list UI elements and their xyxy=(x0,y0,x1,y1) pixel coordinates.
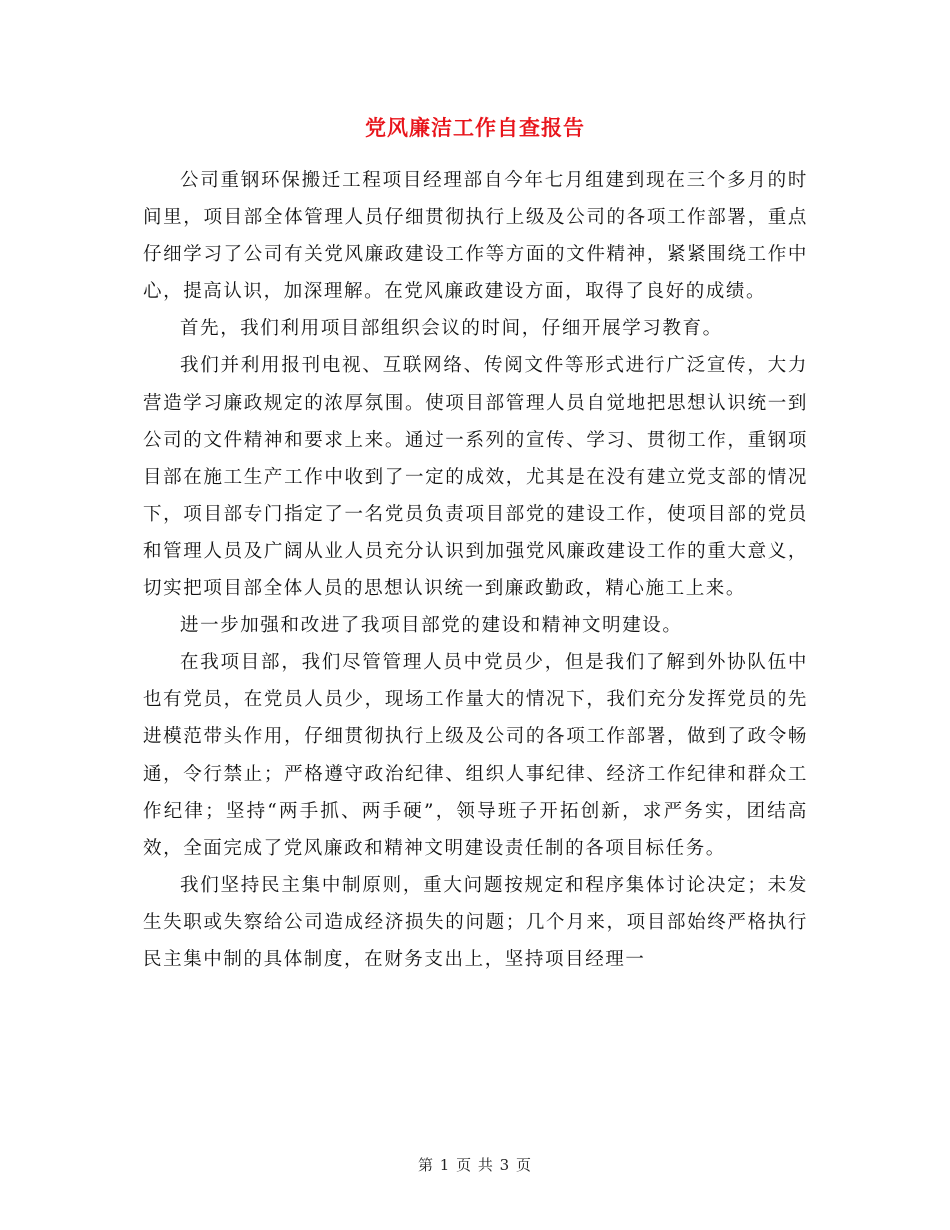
paragraph: 首先，我们利用项目部组织会议的时间，仔细开展学习教育。 xyxy=(180,318,723,340)
page-number-footer: 第 1 页 共 3 页 xyxy=(418,1156,532,1174)
paragraph: 我们坚持民主集中制原则，重大问题按规定和程序集体讨论决定；未发生失职或失察给公司造成经济损失的问题；几个月来，项目部始终严格执行民主集中制的具体制度，在财务支出上，坚持项目经理一 xyxy=(143,874,808,970)
document-body xyxy=(143,162,808,978)
paragraph: 我们并利用报刊电视、互联网络、传阅文件等形式进行广泛宣传，大力营造学习廉政规定的浓厚氛围。使项目部管理人员自觉地把思想认识统一到公司的文件精神和要求上来。通过一系列的宣传、学习、贯彻工作，重钢项目部在施工生产工作中收到了一定的成效，尤其是在没有建立党支部的情况下，项目部专门指定了一名党员负责项目部党的建设工作，使项目部的党员和管理人员及广阔从业人员充分认识到加强党风廉政建设工作的重大意义，切实把项目部全体人员的思想认识统一到廉政勤政，精心施工上来。 xyxy=(143,355,808,600)
paragraph: 公司重钢环保搬迁工程项目经理部自今年七月组建到现在三个多月的时间里，项目部全体管理人员仔细贯彻执行上级及公司的各项工作部署，重点仔细学习了公司有关党风廉政建设工作等方面的文件精神，紧紧围绕工作中心，提高认识，加深理解。在党风廉政建设方面，取得了良好的成绩。 xyxy=(143,170,808,303)
paragraph: 进一步加强和改进了我项目部党的建设和精神文明建设。 xyxy=(180,615,683,637)
document-title: 党风廉洁工作自查报告 xyxy=(365,115,585,140)
paragraph: 在我项目部，我们尽管管理人员中党员少，但是我们了解到外协队伍中也有党员，在党员人员少，现场工作量大的情况下，我们充分发挥党员的先进模范带头作用，仔细贯彻执行上级及公司的各项工作部署，做到了政令畅通，令行禁止；严格遵守政治纪律、组织人事纪律、经济工作纪律和群众工作纪律；坚持“两手抓、两手硬”，领导班子开拓创新，求严务实，团结高效，全面完成了党风廉政和精神文明建设责任制的各项目标任务。 xyxy=(143,652,808,859)
